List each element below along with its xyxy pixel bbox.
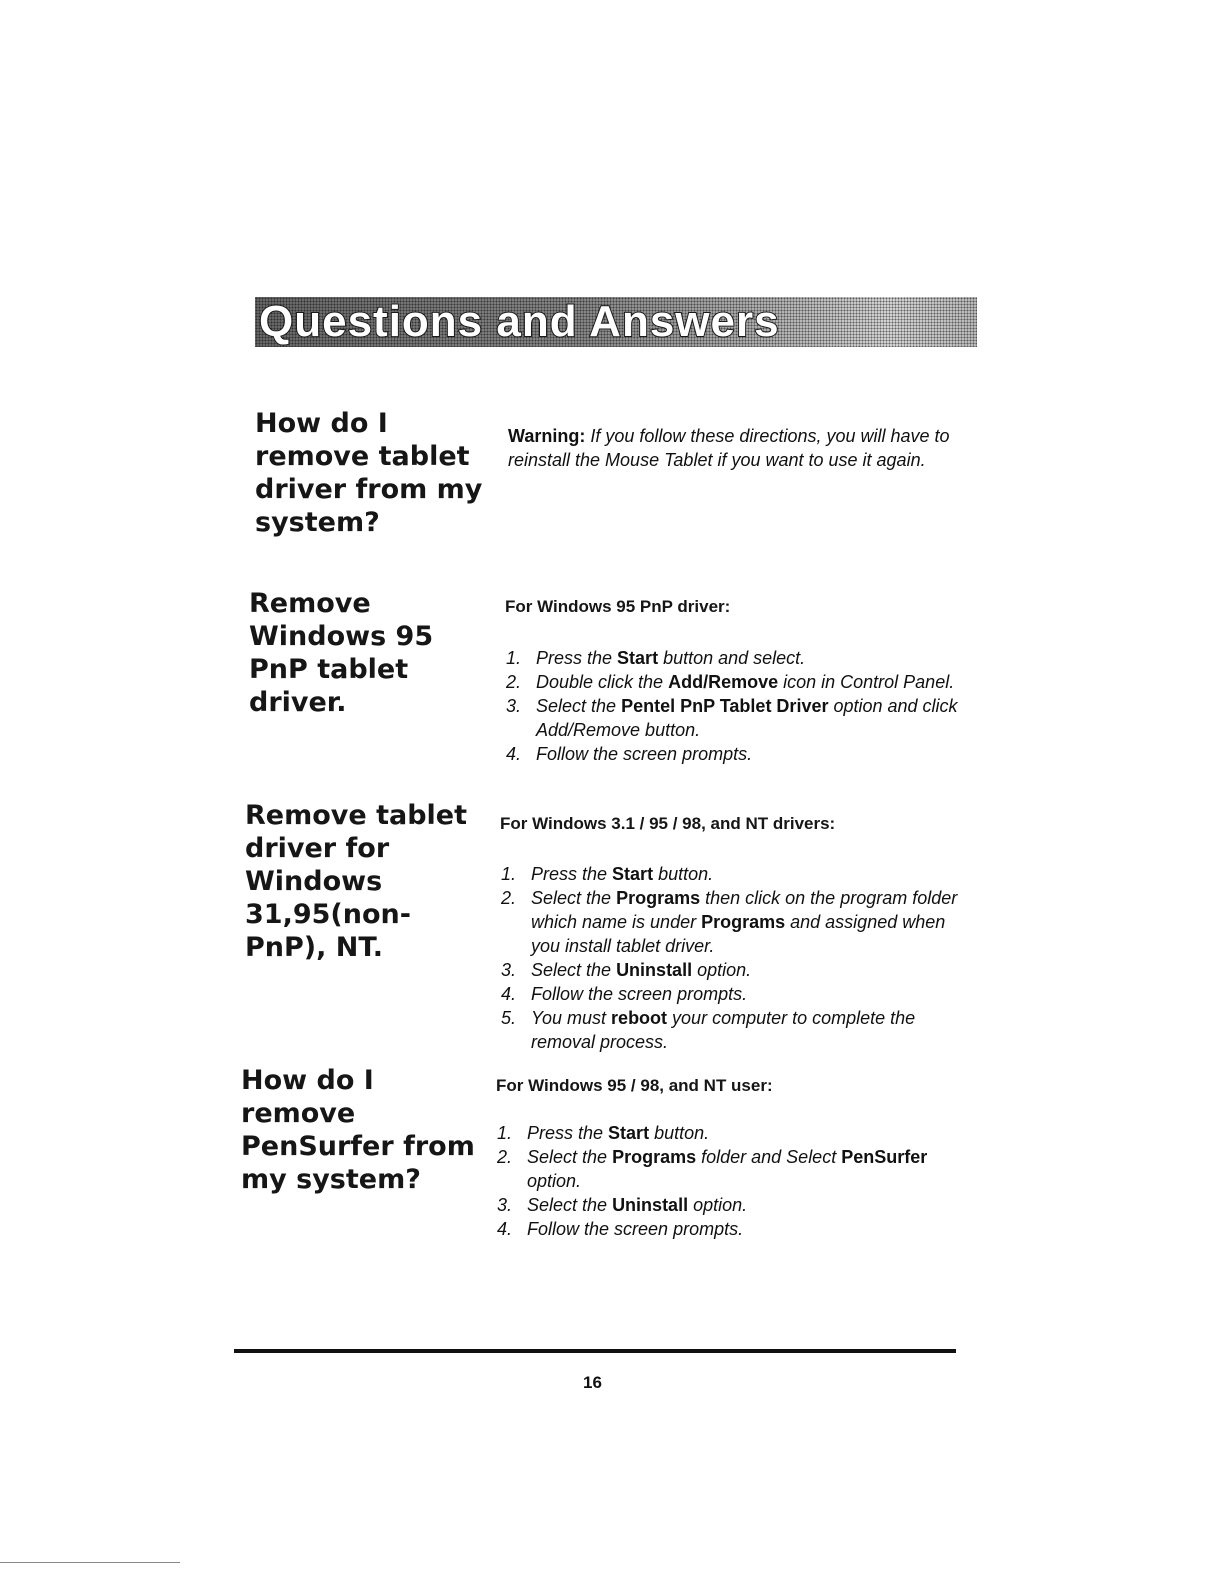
step-keyword: Add/Remove [668,672,779,692]
step-text: option and click Add/Remove button. [536,696,958,740]
step-item [502,694,972,742]
step-item [493,1145,963,1193]
step-keyword: Programs [616,888,701,908]
step-keyword: PenSurfer [841,1147,928,1167]
step-item [497,1006,967,1054]
step-text: and assigned when you install tablet driver. [531,912,946,956]
step-number: 4. [501,984,517,1004]
step-item [502,742,972,766]
step-item [497,982,967,1006]
step-item [502,646,972,670]
step-keyword: Start [608,1123,650,1143]
step-text: Follow the screen prompts. [536,744,753,764]
steps-list [502,646,972,766]
step-item [493,1121,963,1145]
step-item [497,886,967,958]
step-text: option. [527,1171,582,1191]
step-text: then click on the program folder which name is under [531,888,958,932]
banner-title: Questions and Answers [259,297,780,346]
step-text: option. [692,960,752,980]
warning-note [508,424,983,472]
steps-list [493,1121,963,1241]
step-keyword: reboot [611,1008,668,1028]
scan-edge-line [0,1562,180,1563]
question-heading: How do I remove PenSurfer from my system? [241,1065,475,1195]
step-number: 2. [506,672,522,692]
step-number: 1. [506,648,522,668]
step-text: Follow the screen prompts. [531,984,748,1004]
warning-text: If you follow these directions, you will have to reinstall the Mouse Tablet if you want to use it again. [508,426,950,470]
step-text: Select the [527,1147,613,1167]
step-text: button and select. [658,648,806,668]
section-heading: For Windows 3.1 / 95 / 98, and NT drivers: [500,814,836,833]
step-text: Double click the [536,672,669,692]
step-number: 3. [506,696,522,716]
section-banner [255,297,977,347]
footer-rule [234,1349,956,1353]
question-heading: How do I remove tablet driver from my system? [255,408,483,538]
step-keyword: Programs [612,1147,697,1167]
step-keyword: Start [612,864,654,884]
step-text: button. [653,864,714,884]
step-item [502,670,972,694]
step-item [493,1217,963,1241]
step-text: icon in Control Panel. [778,672,955,692]
step-text: Select the [531,960,617,980]
question-heading: Remove tablet driver for Windows 31,95(non-PnP), NT. [245,800,468,963]
step-text: Select the [531,888,617,908]
step-number: 4. [497,1219,513,1239]
step-keyword: Pentel PnP Tablet Driver [621,696,829,716]
step-text: Press the [531,864,613,884]
step-number: 1. [501,864,517,884]
step-text: Select the [527,1195,613,1215]
step-text: Press the [536,648,618,668]
step-number: 3. [501,960,517,980]
step-item [497,862,967,886]
step-text: You must [531,1008,612,1028]
step-text: button. [649,1123,710,1143]
step-item [497,958,967,982]
step-text: folder and Select [696,1147,842,1167]
step-number: 5. [501,1008,517,1028]
step-text: option. [688,1195,748,1215]
step-keyword: Programs [701,912,786,932]
section-heading: For Windows 95 / 98, and NT user: [496,1076,773,1095]
step-keyword: Start [617,648,659,668]
step-item [493,1193,963,1217]
warning-label: Warning: [508,426,586,446]
step-number: 2. [497,1147,513,1167]
step-keyword: Uninstall [612,1195,689,1215]
step-text: Press the [527,1123,609,1143]
step-number: 1. [497,1123,513,1143]
page-number: 16 [583,1373,602,1392]
section-heading: For Windows 95 PnP driver: [505,597,731,616]
step-number: 4. [506,744,522,764]
step-number: 3. [497,1195,513,1215]
step-keyword: Uninstall [616,960,693,980]
steps-list [497,862,967,1054]
question-heading: Remove Windows 95 PnP tablet driver. [249,588,434,718]
step-text: your computer to complete the removal process. [531,1008,916,1052]
step-text: Select the [536,696,622,716]
step-number: 2. [501,888,517,908]
step-text: Follow the screen prompts. [527,1219,744,1239]
